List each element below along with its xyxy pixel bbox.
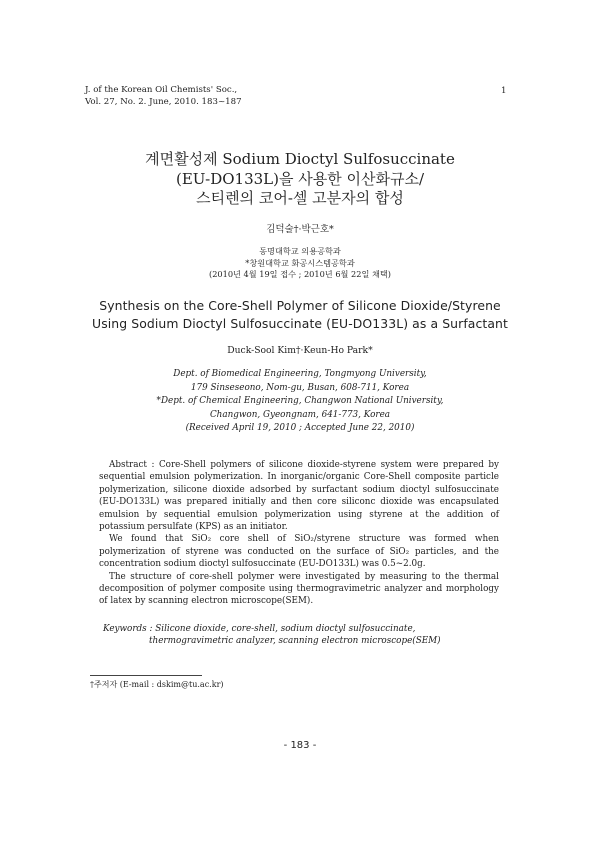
- abstract-paragraph-3: The structure of core-shell polymer were investigated by measuring to the thermal decomposition of polymer composite using thermogravimetric analyzer and morphology of latex by scanning electron microscope(SEM).: [99, 571, 499, 607]
- english-title-line: Using Sodium Dioctyl Sulfosuccinate (EU-DO133L) as a Surfactant: [92, 316, 508, 331]
- korean-affiliation-line: *창원대학교 화공시스템공학과: [245, 257, 355, 268]
- korean-affiliations: [0, 246, 600, 281]
- page-number-top: 1: [501, 86, 507, 96]
- keywords-line-1: Keywords : Silicone dioxide, core-shell, sodium dioctyl sulfosuccinate,: [103, 624, 416, 634]
- english-affiliation-line: *Dept. of Chemical Engineering, Changwon National University,: [156, 396, 444, 406]
- english-affiliation-line: Changwon, Gyeongnam, 641-773, Korea: [209, 409, 391, 420]
- page-number-bottom: - 183 -: [283, 740, 317, 751]
- english-affiliations: [0, 368, 600, 436]
- journal-line-2: Vol. 27, No. 2. June, 2010. 183~187: [85, 97, 242, 107]
- abstract-paragraph-1: Abstract : Core-Shell polymers of silicone dioxide-styrene system were prepared by sequential emulsion polymerization. In inorganic/organic Core-Shell composite particle polymerization, silicone dioxide adsorbed by surfactant sodium dioctyl sulfosuccinate (EU-DO133L) was prepared initially and then core siliconc dioxide was encapsulated emulsion by sequential emulsion polymerization using styrene at the addition of potassium persulfate (KPS) as an initiator.: [99, 460, 499, 533]
- english-title: [0, 297, 600, 333]
- english-affiliation-line: 179 Sinseseono, Nom-gu, Busan, 608-711, Korea: [190, 382, 410, 393]
- keywords: [103, 623, 503, 648]
- korean-authors: 김덕술†·박근호*: [266, 224, 334, 235]
- footnote-divider: [90, 675, 202, 676]
- footnote: †주저자 (E-mail : dskim@tu.ac.kr): [90, 680, 224, 689]
- english-title-line: Synthesis on the Core-Shell Polymer of Silicone Dioxide/Styrene: [99, 298, 501, 313]
- english-authors: Duck-Sool Kim†·Keun-Ho Park*: [227, 345, 373, 356]
- korean-title-line: (EU-DO133L)을 사용한 이산화규소/: [175, 169, 425, 188]
- keywords-line-2: thermogravimetric analyzer, scanning electron microscope(SEM): [149, 636, 441, 647]
- korean-title-line: 계면활성제 Sodium Dioctyl Sulfosuccinate: [145, 150, 455, 168]
- abstract: [99, 459, 499, 608]
- journal-line-1: J. of the Korean Oil Chemists' Soc.,: [85, 85, 238, 95]
- korean-title: [0, 150, 600, 209]
- english-affiliation-line: Dept. of Biomedical Engineering, Tongmyong University,: [173, 369, 427, 379]
- korean-affiliation-line: 동명대학교 의용공학과: [259, 246, 341, 256]
- english-received-line: (Received April 19, 2010 ; Accepted June 22, 2010): [185, 423, 415, 433]
- journal-citation: [85, 84, 242, 108]
- abstract-paragraph-2: We found that SiO₂ core shell of SiO₂/styrene structure was formed when polymerization of styrene was conducted on the surface of SiO₂ particles, and the concentration sodium dioctyl sulfosuccinate (EU-DO133L) was 0.5~2.0g.: [99, 534, 499, 570]
- korean-received-line: (2010년 4월 19일 접수 ; 2010년 6월 22일 채택): [209, 269, 391, 279]
- korean-title-line: 스티렌의 코어-셀 고분자의 합성: [196, 189, 404, 207]
